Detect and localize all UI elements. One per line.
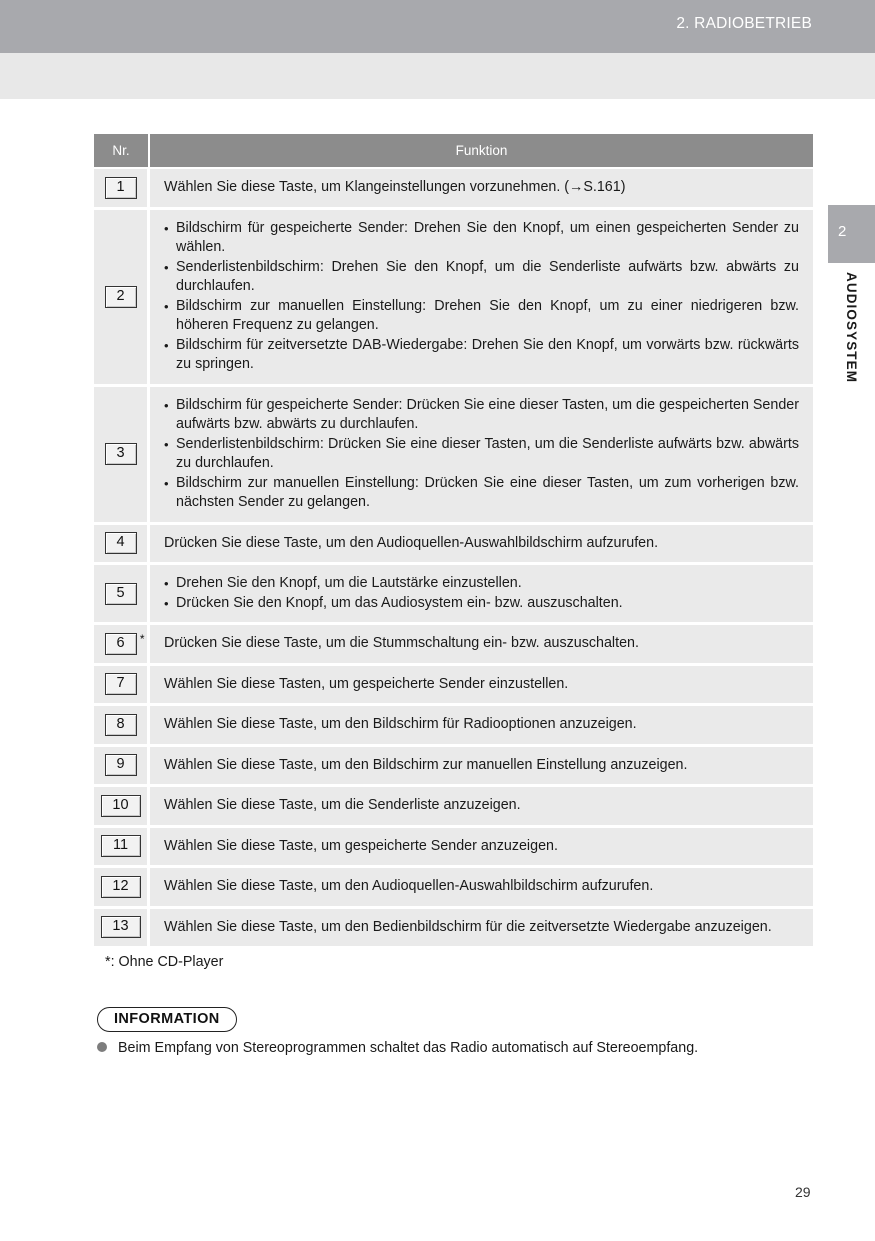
bullet-icon [97, 1042, 107, 1052]
footnote-text: *: Ohne CD-Player [105, 954, 224, 970]
function-bullet-item: • Drücken Sie den Knopf, um das Audiosystem ein- bzw. auszuschalten. [164, 594, 799, 614]
table-row [94, 167, 813, 207]
table-cell-function [150, 622, 813, 663]
table-cell-function [150, 522, 813, 563]
table-row [94, 384, 813, 522]
function-text: Wählen Sie diese Taste, um Klangeinstellungen vorzunehmen. (→S.161) [164, 179, 626, 195]
table-cell-function [150, 744, 813, 785]
table-cell-number [94, 906, 150, 947]
column-header-nr: Nr. [94, 134, 150, 167]
function-bullet-list [164, 574, 799, 613]
function-text: Wählen Sie diese Taste, um den Bedienbildschirm für die zeitversetzte Wiedergabe anzuzeigen. [164, 918, 772, 935]
chapter-tab-number: 2 [838, 223, 847, 240]
callout-number-box: 13 [101, 916, 141, 938]
table-cell-number [94, 703, 150, 744]
callout-number-box: 7 [105, 673, 137, 695]
table-cell-number [94, 207, 150, 384]
callout-number-box: 2 [105, 286, 137, 308]
table-cell-function [150, 384, 813, 522]
table-cell-number [94, 663, 150, 704]
table-cell-function [150, 663, 813, 704]
table-cell-number [94, 562, 150, 622]
callout-number-box: 1 [105, 177, 137, 199]
table-row [94, 207, 813, 384]
table-cell-number [94, 784, 150, 825]
function-text: Wählen Sie diese Tasten, um gespeicherte Sender einzustellen. [164, 675, 569, 692]
table-cell-function [150, 865, 813, 906]
chapter-tab-label-text: AUDIOSYSTEM [844, 272, 859, 384]
function-table [94, 134, 813, 946]
callout-number-box: 12 [101, 876, 141, 898]
table-cell-number [94, 865, 150, 906]
table-row [94, 562, 813, 622]
function-bullet-item: • Senderlistenbildschirm: Drehen Sie den Knopf, um die Senderliste aufwärts bzw. abwärts zu durchlaufen. [164, 258, 799, 297]
function-table-wrapper [94, 134, 813, 946]
function-bullet-item: • Senderlistenbildschirm: Drücken Sie eine dieser Tasten, um die Senderliste aufwärts bzw. abwärts zu durchlaufen. [164, 435, 799, 474]
table-cell-function [150, 207, 813, 384]
table-row [94, 865, 813, 906]
function-bullet-item: • Bildschirm zur manuellen Einstellung: Drücken Sie eine dieser Tasten, um zum vorherigen bzw. nächsten Sender zu gelangen. [164, 474, 799, 513]
function-text: Wählen Sie diese Taste, um den Bildschirm zur manuellen Einstellung anzuzeigen. [164, 756, 688, 773]
table-row [94, 703, 813, 744]
callout-number-box: 8 [105, 714, 137, 736]
function-text: Wählen Sie diese Taste, um gespeicherte Sender anzuzeigen. [164, 837, 558, 854]
table-row [94, 906, 813, 947]
table-cell-function [150, 784, 813, 825]
table-row [94, 784, 813, 825]
function-bullet-item: • Drehen Sie den Knopf, um die Lautstärke einzustellen. [164, 574, 799, 594]
function-text: Drücken Sie diese Taste, um die Stummschaltung ein- bzw. auszuschalten. [164, 635, 639, 651]
callout-number-box: 5 [105, 583, 137, 605]
column-header-funktion: Funktion [150, 134, 813, 167]
table-header-row [94, 134, 813, 167]
page-number: 29 [795, 1184, 811, 1200]
table-cell-number [94, 522, 150, 563]
table-cell-function [150, 562, 813, 622]
table-cell-function [150, 703, 813, 744]
function-text: Wählen Sie diese Taste, um die Senderliste anzuzeigen. [164, 797, 521, 813]
callout-number-box: 3 [105, 443, 137, 465]
table-cell-number [94, 384, 150, 522]
function-bullet-item: • Bildschirm zur manuellen Einstellung: Drehen Sie den Knopf, um zu einer niedrigeren bzw. höheren Frequenz zu gelangen. [164, 297, 799, 336]
table-row [94, 522, 813, 563]
information-item [97, 1038, 809, 1058]
table-row [94, 663, 813, 704]
function-table-head [94, 134, 813, 167]
function-table-body [94, 167, 813, 946]
callout-number-box: 11 [101, 835, 141, 857]
table-cell-function [150, 906, 813, 947]
table-row [94, 825, 813, 866]
table-row [94, 622, 813, 663]
callout-number-box: 9 [105, 754, 137, 776]
chapter-tab-label [828, 272, 875, 432]
table-row [94, 744, 813, 785]
header-band [0, 53, 875, 99]
table-cell-number [94, 744, 150, 785]
function-bullet-item: • Bildschirm für gespeicherte Sender: Drücken Sie eine dieser Tasten, um die gespeicherten Sender aufwärts bzw. abwärts zu durchlaufen. [164, 396, 799, 435]
chapter-tab-block [828, 205, 875, 263]
function-bullet-item: • Bildschirm für zeitversetzte DAB-Wiedergabe: Drehen Sie den Knopf, um vorwärts bzw. rückwärts zu springen. [164, 336, 799, 375]
information-item-text: Beim Empfang von Stereoprogrammen schaltet das Radio automatisch auf Stereoempfang. [118, 1040, 699, 1056]
callout-number-box: 4 [105, 532, 137, 554]
footnote-marker: * [139, 631, 145, 646]
page-header-bar [0, 0, 875, 53]
function-bullet-list [164, 396, 799, 513]
callout-number-box: 10 [101, 795, 141, 817]
table-cell-number [94, 622, 150, 663]
information-badge: INFORMATION [97, 1007, 237, 1032]
function-text: Wählen Sie diese Taste, um den Bildschirm für Radiooptionen anzuzeigen. [164, 716, 637, 732]
function-text: Wählen Sie diese Taste, um den Audioquellen-Auswahlbildschirm aufzurufen. [164, 878, 654, 894]
page-header-title: 2. RADIOBETRIEB [676, 15, 812, 32]
table-cell-number [94, 167, 150, 207]
information-body [97, 1038, 809, 1058]
table-cell-function [150, 167, 813, 207]
function-bullet-item: • Bildschirm für gespeicherte Sender: Drehen Sie den Knopf, um einen gespeicherten Sender zu wählen. [164, 219, 799, 258]
function-text: Drücken Sie diese Taste, um den Audioquellen-Auswahlbildschirm aufzurufen. [164, 534, 659, 551]
callout-number-box: 6 * [105, 633, 137, 655]
table-cell-number [94, 825, 150, 866]
table-cell-function [150, 825, 813, 866]
function-bullet-list [164, 219, 799, 375]
